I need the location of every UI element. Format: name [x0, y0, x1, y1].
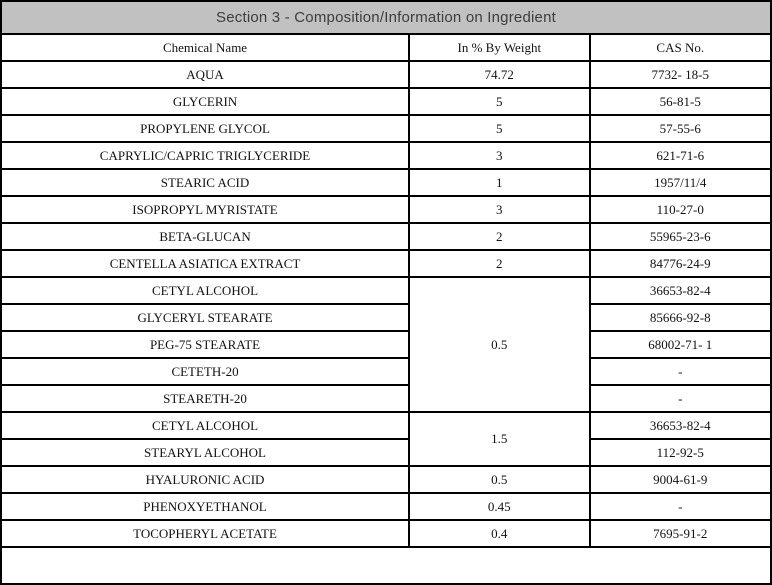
weight-percent-cell: 2: [409, 250, 589, 277]
cas-no-cell: 56-81-5: [590, 88, 770, 115]
weight-percent-cell: 0.45: [409, 493, 589, 520]
weight-percent-cell: 3: [409, 142, 589, 169]
ingredients-table: [2, 35, 770, 548]
header-cas-no: CAS No.: [590, 35, 770, 61]
cas-no-cell: 36653-82-4: [590, 277, 770, 304]
table-row: [2, 61, 770, 88]
table-row: [2, 385, 770, 412]
table-row: [2, 169, 770, 196]
chemical-name-cell: STEARETH-20: [2, 385, 409, 412]
cas-no-cell: 85666-92-8: [590, 304, 770, 331]
table-row: [2, 223, 770, 250]
cas-no-cell: 57-55-6: [590, 115, 770, 142]
chemical-name-cell: CETYL ALCOHOL: [2, 277, 409, 304]
chemical-name-cell: TOCOPHERYL ACETATE: [2, 520, 409, 547]
cas-no-cell: 84776-24-9: [590, 250, 770, 277]
table-row: [2, 277, 770, 304]
weight-percent-cell: 3: [409, 196, 589, 223]
cas-no-cell: 55965-23-6: [590, 223, 770, 250]
weight-percent-cell: 0.5: [409, 277, 589, 412]
table-row: [2, 142, 770, 169]
table-row: [2, 493, 770, 520]
chemical-name-cell: PHENOXYETHANOL: [2, 493, 409, 520]
chemical-name-cell: STEARIC ACID: [2, 169, 409, 196]
cas-no-cell: -: [590, 385, 770, 412]
weight-percent-cell: 1: [409, 169, 589, 196]
cas-no-cell: 7732- 18-5: [590, 61, 770, 88]
chemical-name-cell: GLYCERIN: [2, 88, 409, 115]
table-row: [2, 115, 770, 142]
cas-no-cell: -: [590, 493, 770, 520]
cas-no-cell: -: [590, 358, 770, 385]
chemical-name-cell: PROPYLENE GLYCOL: [2, 115, 409, 142]
weight-percent-cell: 1.5: [409, 412, 589, 466]
chemical-name-cell: ISOPROPYL MYRISTATE: [2, 196, 409, 223]
table-header: [2, 35, 770, 61]
weight-percent-cell: 5: [409, 88, 589, 115]
table-row: [2, 466, 770, 493]
chemical-name-cell: BETA-GLUCAN: [2, 223, 409, 250]
table-row: [2, 358, 770, 385]
table-body: [2, 61, 770, 547]
table-row: [2, 412, 770, 439]
cas-no-cell: 9004-61-9: [590, 466, 770, 493]
header-row: [2, 35, 770, 61]
table-row: [2, 88, 770, 115]
table-row: [2, 439, 770, 466]
header-chemical-name: Chemical Name: [2, 35, 409, 61]
weight-percent-cell: 74.72: [409, 61, 589, 88]
table-row: [2, 331, 770, 358]
cas-no-cell: 68002-71- 1: [590, 331, 770, 358]
chemical-name-cell: HYALURONIC ACID: [2, 466, 409, 493]
cas-no-cell: 621-71-6: [590, 142, 770, 169]
weight-percent-cell: 0.5: [409, 466, 589, 493]
chemical-name-cell: GLYCERYL STEARATE: [2, 304, 409, 331]
chemical-name-cell: PEG-75 STEARATE: [2, 331, 409, 358]
cas-no-cell: 1957/11/4: [590, 169, 770, 196]
chemical-name-cell: CETYL ALCOHOL: [2, 412, 409, 439]
weight-percent-cell: 2: [409, 223, 589, 250]
chemical-name-cell: STEARYL ALCOHOL: [2, 439, 409, 466]
weight-percent-cell: 0.4: [409, 520, 589, 547]
cas-no-cell: 110-27-0: [590, 196, 770, 223]
table-row: [2, 304, 770, 331]
chemical-name-cell: CENTELLA ASIATICA EXTRACT: [2, 250, 409, 277]
cas-no-cell: 112-92-5: [590, 439, 770, 466]
weight-percent-cell: 5: [409, 115, 589, 142]
header-weight-percent: In % By Weight: [409, 35, 589, 61]
table-row: [2, 250, 770, 277]
cas-no-cell: 7695-91-2: [590, 520, 770, 547]
cas-no-cell: 36653-82-4: [590, 412, 770, 439]
chemical-name-cell: CETETH-20: [2, 358, 409, 385]
chemical-name-cell: AQUA: [2, 61, 409, 88]
table-row: [2, 196, 770, 223]
table-row: [2, 520, 770, 547]
chemical-name-cell: CAPRYLIC/CAPRIC TRIGLYCERIDE: [2, 142, 409, 169]
section-title: Section 3 - Composition/Information on Ingredient: [2, 2, 770, 35]
